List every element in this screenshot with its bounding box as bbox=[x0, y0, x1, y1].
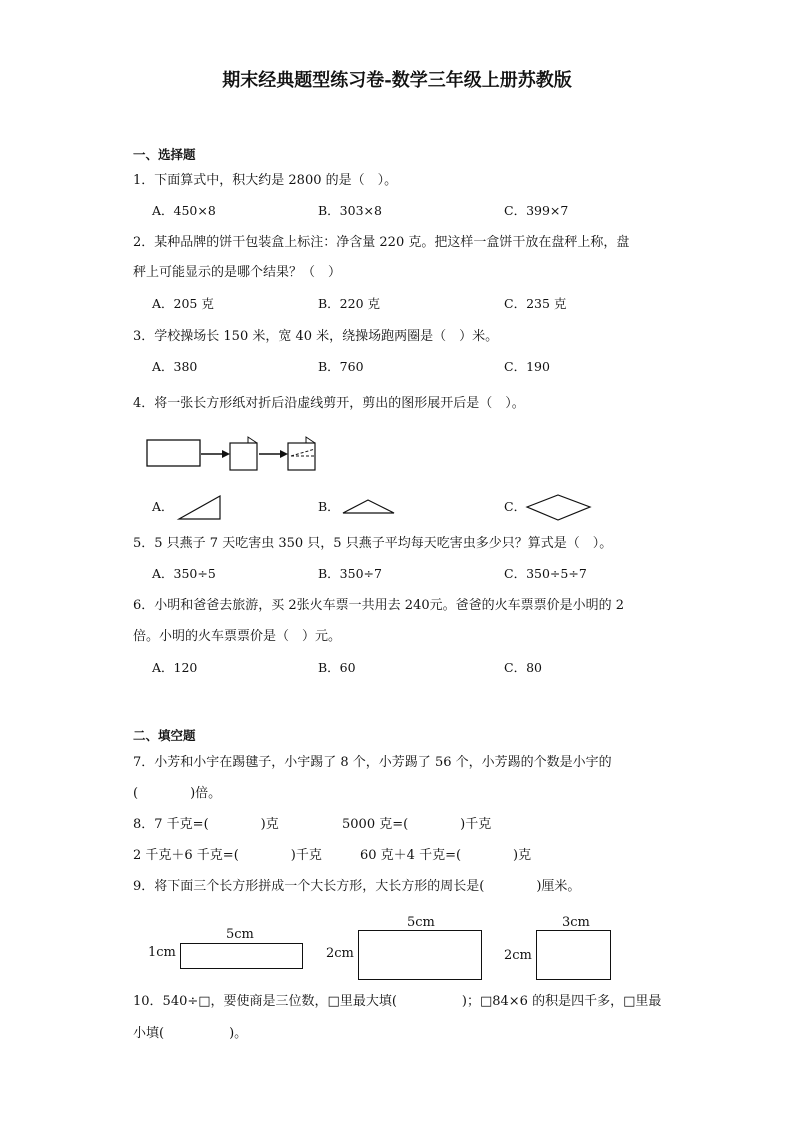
rect3-top-label: 3cm bbox=[562, 915, 590, 930]
question-8-blank-c[interactable]: 2 千克＋6 千克=( )千克 bbox=[133, 848, 322, 863]
rect2-side-label: 2cm bbox=[326, 946, 354, 961]
rect1-top-label: 5cm bbox=[226, 927, 254, 942]
arrow-right-icon bbox=[259, 450, 288, 458]
rectangle-1 bbox=[180, 943, 303, 969]
question-7-stem-line2[interactable]: ( )倍。 bbox=[133, 786, 222, 801]
folded-paper-cut-icon bbox=[288, 437, 315, 470]
question-7-stem-line1: 7．小芳和小宇在踢毽子，小宇踢了 8 个，小芳踢了 56 个，小芳踢的个数是小宇的 bbox=[133, 755, 612, 770]
question-2-option-c[interactable]: C．235 克 bbox=[504, 296, 567, 311]
question-6-option-b[interactable]: B．60 bbox=[318, 660, 356, 675]
question-3-option-a[interactable]: A．380 bbox=[152, 359, 198, 374]
question-2-option-b[interactable]: B．220 克 bbox=[318, 296, 381, 311]
question-6-stem-line2: 倍。小明的火车票票价是（ ）元。 bbox=[133, 629, 342, 644]
question-2-option-a[interactable]: A．205 克 bbox=[152, 296, 214, 311]
question-5-stem: 5．5 只燕子 7 天吃害虫 350 只，5 只燕子平均每天吃害虫多少只？算式是（ ）。 bbox=[133, 536, 613, 551]
folded-paper-icon bbox=[230, 437, 257, 470]
rectangle-paper-icon bbox=[147, 440, 200, 466]
question-4-stem: 4．将一张长方形纸对折后沿虚线剪开，剪出的图形展开后是（ ）。 bbox=[133, 396, 525, 411]
question-3-option-c[interactable]: C．190 bbox=[504, 359, 550, 374]
rectangle-2 bbox=[358, 930, 482, 980]
question-6-option-c[interactable]: C．80 bbox=[504, 660, 542, 675]
rhombus-icon bbox=[526, 494, 592, 522]
question-5-option-b[interactable]: B．350÷7 bbox=[318, 566, 382, 581]
question-1-option-a[interactable]: A．450×8 bbox=[152, 203, 216, 218]
question-4-option-a[interactable]: A． bbox=[152, 499, 174, 514]
question-5-option-c[interactable]: C．350÷5÷7 bbox=[504, 566, 587, 581]
rect2-top-label: 5cm bbox=[407, 915, 435, 930]
question-9-stem: 9．将下面三个长方形拼成一个大长方形，大长方形的周长是( )厘米。 bbox=[133, 879, 581, 894]
question-2-stem-line1: 2．某种品牌的饼干包装盒上标注：净含量 220 克。把这样一盒饼干放在盘秤上称，盘 bbox=[133, 235, 630, 250]
question-6-option-a[interactable]: A．120 bbox=[152, 660, 198, 675]
page-title: 期末经典题型练习卷-数学三年级上册苏教版 bbox=[222, 70, 572, 91]
question-1-option-b[interactable]: B．303×8 bbox=[318, 203, 382, 218]
question-8-blank-d[interactable]: 60 克＋4 千克=( )克 bbox=[360, 848, 532, 863]
arrow-right-icon bbox=[201, 450, 230, 458]
question-1-option-c[interactable]: C．399×7 bbox=[504, 203, 569, 218]
question-6-stem-line1: 6．小明和爸爸去旅游，买 2张火车票一共用去 240元。爸爸的火车票票价是小明的 2 bbox=[133, 598, 625, 613]
question-4-option-b[interactable]: B． bbox=[318, 499, 340, 514]
paper-folding-figure bbox=[146, 434, 326, 474]
section-heading-choice: 一、选择题 bbox=[133, 147, 196, 162]
rectangle-3 bbox=[536, 930, 611, 980]
question-8-blank-a[interactable]: 8．7 千克=( )克 bbox=[133, 817, 279, 832]
right-triangle-icon bbox=[178, 495, 222, 521]
rect3-side-label: 2cm bbox=[504, 948, 532, 963]
question-5-option-a[interactable]: A．350÷5 bbox=[152, 566, 216, 581]
question-3-stem: 3．学校操场长 150 米，宽 40 米，绕操场跑两圈是（ ）米。 bbox=[133, 329, 499, 344]
question-4-option-c[interactable]: C． bbox=[504, 499, 527, 514]
question-8-blank-b[interactable]: 5000 克=( )千克 bbox=[342, 817, 492, 832]
question-10-stem-line1[interactable]: 10．540÷□，要使商是三位数，□里最大填( )；□84×6 的积是四千多，□里最 bbox=[133, 994, 662, 1009]
question-3-option-b[interactable]: B．760 bbox=[318, 359, 364, 374]
question-10-stem-line2[interactable]: 小填( )。 bbox=[133, 1026, 248, 1041]
rect1-side-label: 1cm bbox=[148, 945, 176, 960]
section-heading-fill: 二、填空题 bbox=[133, 728, 196, 743]
flat-triangle-icon bbox=[342, 498, 396, 516]
question-2-stem-line2: 秤上可能显示的是哪个结果？（ ） bbox=[133, 265, 342, 280]
question-1-stem: 1．下面算式中，积大约是 2800 的是（ ）。 bbox=[133, 173, 398, 188]
